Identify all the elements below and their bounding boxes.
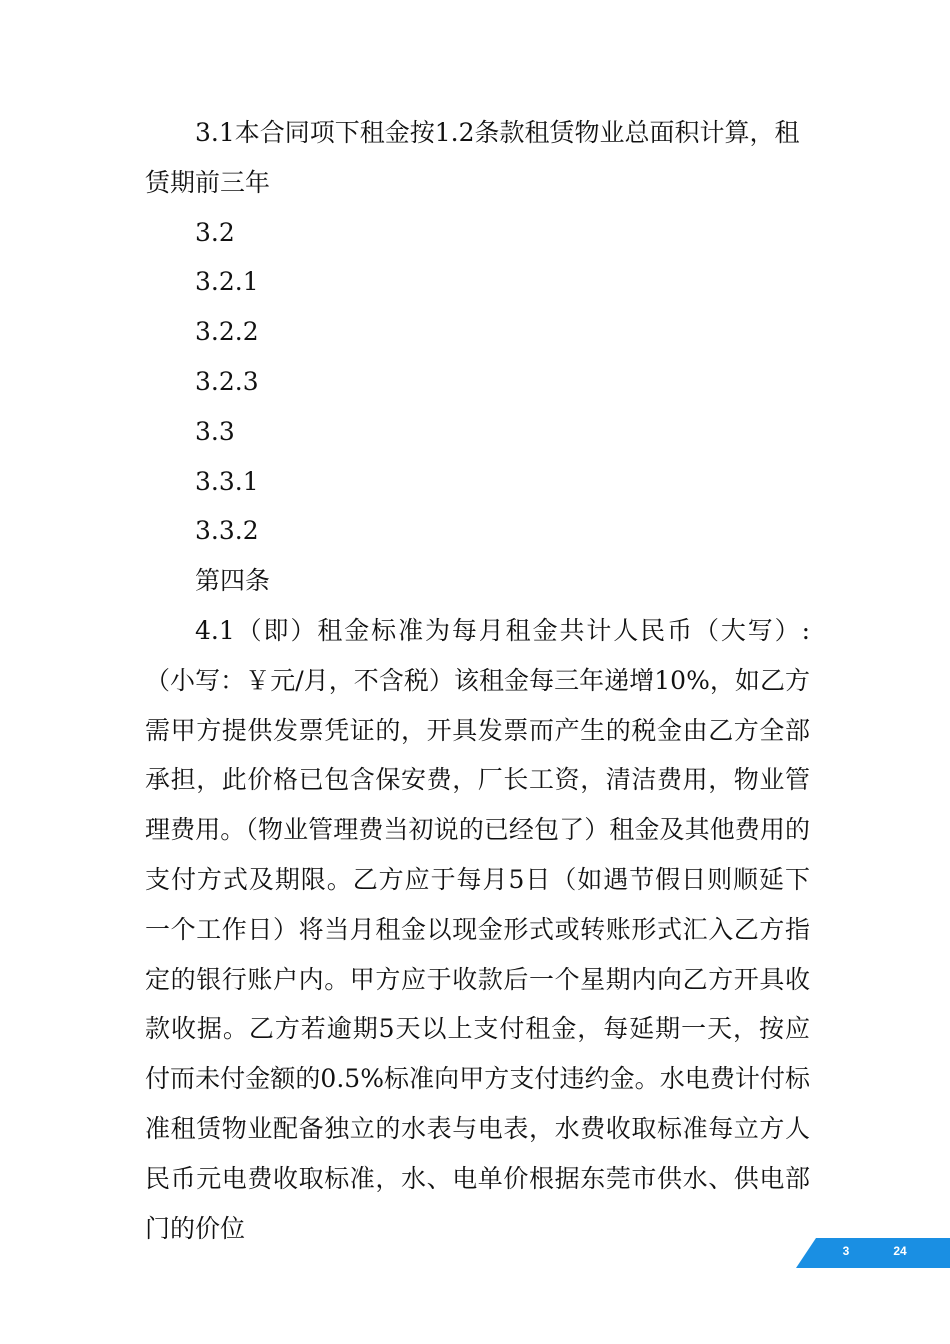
clause-3-3-1: 3.3.1	[195, 466, 259, 496]
clause-3-2-2: 3.2.2	[195, 317, 259, 347]
clause-3-3: 3.3	[195, 416, 235, 446]
clause-3-2-1: 3.2.1	[195, 267, 259, 297]
clause-3-2: 3.2	[195, 217, 235, 247]
current-page-number: 3	[842, 1244, 850, 1258]
document-body	[145, 108, 810, 1253]
badge-background	[796, 1238, 950, 1268]
clause-4-1: 4.1（即）租金标准为每月租金共计人民币（大写）:（小写：￥元/月，不含税）该租金每三年递增10%，如乙方需甲方提供发票凭证的，开具发票而产生的税金由乙方全部承担，此价格已包含保安费，厂长工资，清洁费用，物业管理费用。（物业管理费当初说的已经包了）租金及其他费用的支付方式及期限。乙方应于每月5日（如遇节假日则顺延下一个工作日）将当月租金以现金形式或转账形式汇入乙方指定的银行账户内。甲方应于收款后一个星期内向乙方开具收款收据。乙方若逾期5天以上支付租金，每延期一天，按应付而未付金额的0.5%标准向甲方支付违约金。水电费计付标准租赁物业配备独立的水表与电表，水费收取标准每立方人民币元电费收取标准，水、电单价根据东莞市供水、供电部门的价位	[145, 615, 810, 1243]
total-pages: 24	[893, 1244, 907, 1258]
article-4-heading: 第四条	[195, 566, 271, 596]
page-number-badge	[796, 1238, 950, 1268]
clause-3-2-3: 3.2.3	[195, 366, 259, 396]
clause-3-3-2: 3.3.2	[195, 516, 259, 546]
clause-3-1: 3.1本合同项下租金按1.2条款租赁物业总面积计算，租赁期前三年	[145, 118, 800, 197]
